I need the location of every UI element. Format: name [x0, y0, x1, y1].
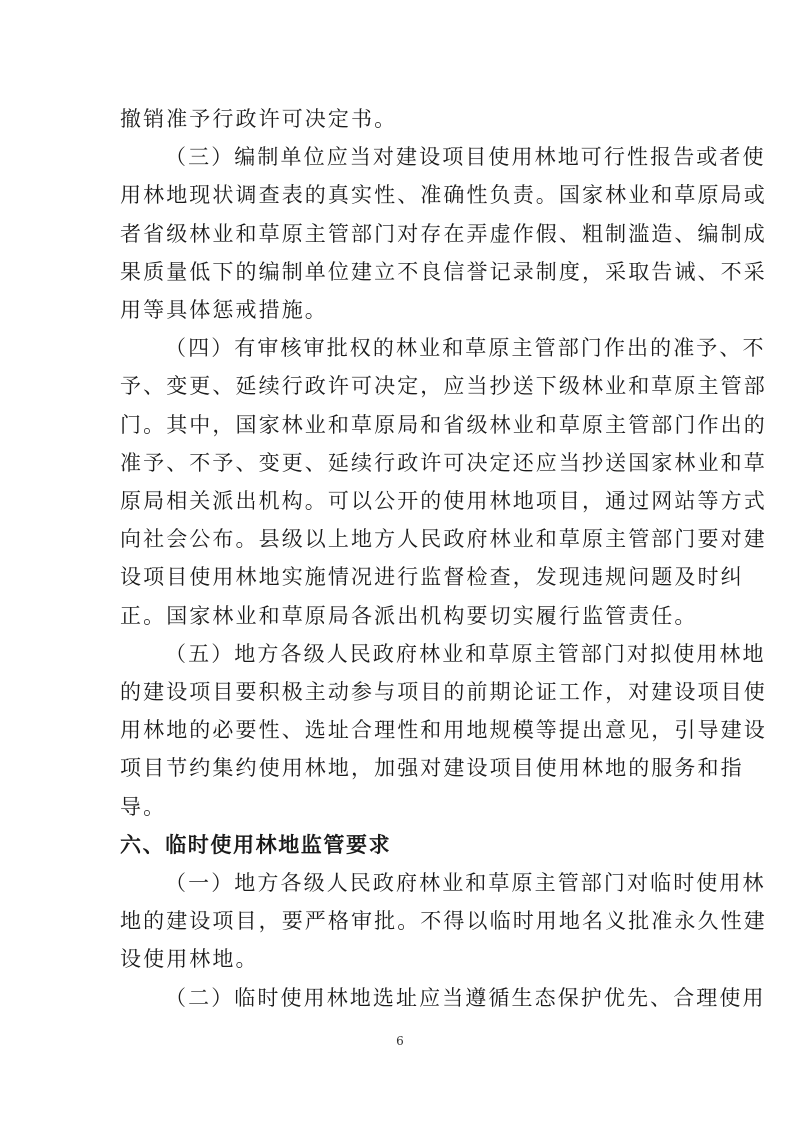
body-line: 用等具体惩戒措施。 — [120, 298, 328, 322]
paragraph-5-start: （五）地方各级人民政府林业和草原主管部门对拟使用林地 — [165, 641, 766, 666]
body-line: 地的建设项目，要严格审批。不得以临时用地名义批准永久性建 — [120, 909, 767, 934]
body-line: 果质量低下的编制单位建立不良信誉记录制度，采取告诫、不采 — [120, 259, 767, 284]
paragraph-4-start: （四）有审核审批权的林业和草原主管部门作出的准予、不 — [165, 336, 766, 361]
body-line: 门。其中，国家林业和草原局和省级林业和草原主管部门作出的 — [120, 412, 767, 437]
body-line: 用林地现状调查表的真实性、准确性负责。国家林业和草原局或 — [120, 183, 767, 208]
body-line: 用林地的必要性、选址合理性和用地规模等提出意见，引导建设 — [120, 718, 767, 743]
body-line: 准予、不予、变更、延续行政许可决定还应当抄送国家林业和草 — [120, 450, 767, 475]
body-line: 项目节约集约使用林地，加强对建设项目使用林地的服务和指 — [120, 756, 744, 781]
body-line: 撤销准予行政许可决定书。 — [120, 107, 398, 131]
body-line: 向社会公布。县级以上地方人民政府林业和草原主管部门要对建 — [120, 527, 767, 552]
body-line: 者省级林业和草原主管部门对存在弄虚作假、粗制滥造、编制成 — [120, 221, 767, 246]
body-line: 的建设项目要积极主动参与项目的前期论证工作，对建设项目使 — [120, 680, 767, 704]
body-line: 设项目使用林地实施情况进行监督检查，发现违规问题及时纠 — [120, 565, 744, 590]
body-line: 设使用林地。 — [120, 947, 259, 972]
section-6-heading: 六、临时使用林地监管要求 — [120, 832, 392, 857]
paragraph-6-2-start: （二）临时使用林地选址应当遵循生态保护优先、合理使用 — [165, 985, 766, 1010]
body-line: 原局相关派出机构。可以公开的使用林地项目，通过网站等方式 — [120, 489, 767, 513]
body-line: 正。国家林业和草原局各派出机构要切实履行监管责任。 — [120, 603, 698, 628]
body-line: 予、变更、延续行政许可决定，应当抄送下级林业和草原主管部 — [120, 374, 767, 399]
paragraph-6-1-start: （一）地方各级人民政府林业和草原主管部门对临时使用林 — [165, 871, 766, 895]
paragraph-3-start: （三）编制单位应当对建设项目使用林地可行性报告或者使 — [165, 145, 766, 170]
page-number: 6 — [396, 1034, 404, 1048]
body-line: 导。 — [120, 794, 167, 819]
